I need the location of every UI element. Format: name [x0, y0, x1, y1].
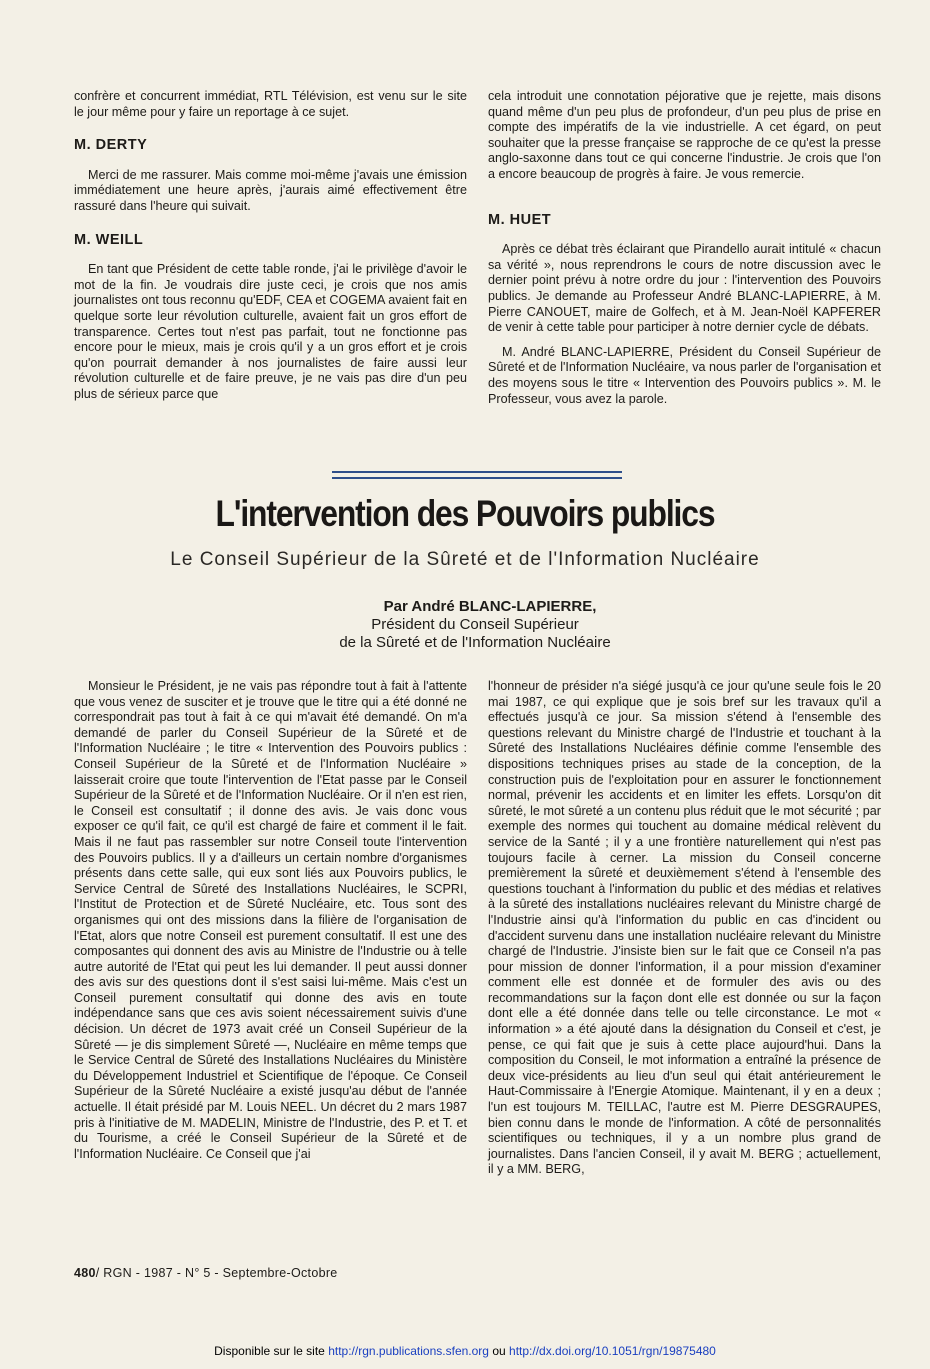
article-title: L'intervention des Pouvoirs publics: [215, 493, 715, 534]
availability-notice: [0, 1344, 930, 1358]
paragraph: En tant que Président de cette table ronde, j'ai le privilège d'avoir le mot de la fin. Je voudrais dire juste ceci, je crois que nos amis journalistes ont tous reconnu qu'EDF, CEA et COGEMA avaient fait en quelque sorte leur révolution culturelle, avaient fait un gros effort de transparence. Certes tout n'est pas parfait, tout ne fonctionne pas encore pour le mieux, mais je crois qu'il y a un gros effort et je crois qu'on pourrait demander à nos journalistes de faire aussi leur révolution culturelle et de faire preuve, je ne vais pas dire d'un peu plus de sérieux parce que: [74, 262, 467, 401]
article-subtitle: Le Conseil Supérieur de la Sûreté et de l'Information Nucléaire: [170, 549, 760, 570]
journal-info: / RGN - 1987 - N° 5 - Septembre-Octobre: [95, 1266, 338, 1280]
byline-role: de la Sûreté et de l'Information Nucléaire: [339, 634, 611, 651]
title-rule: [332, 477, 622, 479]
byline-role: Président du Conseil Supérieur: [371, 616, 579, 633]
availability-text: Disponible sur le site: [214, 1344, 325, 1358]
title-rule: [332, 471, 622, 473]
site-link[interactable]: http://rgn.publications.sfen.org: [328, 1344, 489, 1358]
availability-text: ou: [492, 1344, 506, 1358]
article-left-column: [74, 679, 467, 1171]
page-number: 480: [74, 1266, 96, 1280]
speaker-heading: M. HUET: [488, 211, 552, 228]
paragraph: l'honneur de présider n'a siégé jusqu'à ce jour qu'une seule fois le 20 mai 1987, ce qui explique que je sois bref sur les travaux qu'il a effectués jusqu'à ce jour. Sa mission s'étend à l'ensemble des questions relevant du Ministre chargé de l'Industrie et touchant à la Sûreté des Installations Nucléaires définie comme l'ensemble des dispositions techniques prises au stade de la conception, de la construction puis de l'exploitation pour en assurer le fonctionnement normal, prévenir les accidents et en limiter les effets. Lorsqu'on dit sûreté, le mot sûreté a un contenu plus réduit que le mot sécurité ; par exemple des normes qui touchent au domaine médical relèvent du service de la Santé ; il y a une frontière naturellement qui n'est pas toujours facile à cerner. La mission du Conseil concerne premièrement la sûreté et deuxièmement s'étend à l'ensemble des questions touchant à l'information du public et des médias et relatives à la sûreté des installations nucléaires relevant du Ministre chargé de l'Industrie ainsi qu'à l'information du public en cas d'incident ou d'accident survenu dans une installation nucléaire relevant du Ministre chargé de l'Industrie. J'insiste bien sur le fait que ce Conseil n'a pas pour mission de donner l'information, il a pour mission d'examiner comment elle est donnée et de formuler des avis ou des recommandations sur la façon dont elle est donnée ou sur la façon dont elle a été donnée dans telle ou telle circonstance. Le mot « information » a été ajouté dans la désignation du Conseil et c'est, je pense, ce qui fait que je suis à cette place aujourd'hui. Dans la composition du Conseil, le mot information a entraîné la présence de deux vice-présidents au lieu d'un seul qui était antérieurement le Haut-Commissaire à l'Energie Atomique. Maintenant, il y en a deux ; l'un est toujours M. TEILLAC, l'autre est M. Pierre DESGRAUPES, bien connu dans le monde de l'information. A côté de personnalités scientifiques ou techniques, il y a un nombre plus grand de journalistes. Dans l'ancien Conseil, il y avait M. BERG ; actuellement, il y a MM. BERG,: [488, 679, 881, 1177]
page-footer: [74, 1266, 338, 1280]
speaker-heading: M. DERTY: [74, 137, 148, 154]
paragraph: Merci de me rassurer. Mais comme moi-même j'avais une émission immédiatement une heure après, j'aurais aimé effectivement être rassuré dans l'heure qui suivait.: [74, 167, 467, 213]
paragraph: confrère et concurrent immédiat, RTL Télévision, est venu sur le site le jour même pour y faire un reportage à ce sujet.: [74, 89, 467, 119]
top-left-column: [74, 89, 467, 412]
speaker-heading: M. WEILL: [74, 231, 144, 248]
paragraph: Après ce débat très éclairant que Pirandello aurait intitulé « chacun sa vérité », nous reprendrons le cours de notre discussion avec le dernier point prévu à notre ordre du jour : l'intervention des Pouvoirs publics. Je demande au Professeur André BLANC-LAPIERRE, à M. Pierre CANOUET, maire de Golfech, et à M. Jean-Noël KAPFERER de venir à cette table pour participer à notre dernier cycle de débats.: [488, 242, 881, 335]
paragraph: Monsieur le Président, je ne vais pas répondre tout à fait à l'attente que vous venez de susciter et je trouve que le titre qui a été donné ne correspondrait pas tout à fait à ce qui m'avait été demandé. On m'a demandé de parler du Conseil Supérieur de la Sûreté et de l'Information Nucléaire ; le titre « Intervention des Pouvoirs publics : Conseil Supérieur de la Sûreté et de l'Information Nucléaire » laisserait croire que toute l'intervention de l'Etat passe par le Conseil Supérieur de la Sûreté et de l'Information Nucléaire. Or il n'en est rien, le Conseil est consultatif ; il donne des avis. Je vais donc vous exposer ce qu'il fait, ce qu'il est chargé de faire et comment il le fait. Mais il ne faut pas rassembler sur notre Conseil toute l'intervention des Pouvoirs publics. Il y a d'ailleurs un certain nombre d'organismes présents dans cette salle, qui eux sont liés aux Pouvoirs publics, le Service Central de Sûreté des Installations Nucléaires, le SCPRI, l'Institut de Protection et de Sûreté Nucléaire, etc. Tous sont des organismes qui ont des missions dans la filière de l'organisation de l'Etat, alors que notre Conseil est purement consultatif. Il est une des composantes qui donnent des avis au Ministre de l'Industrie ou à telle autre autorité de l'Etat qui peut les lui demander. Il peut aussi donner des avis sur des questions dont il s'est saisi lui-même. Mais c'est un Conseil purement consultatif qui donne des avis en toute indépendance sans que ces avis soient nécessairement suivis d'une décision. Un décret de 1973 avait créé un Conseil Supérieur de la Sûreté — je dis simplement Sûreté —, Nucléaire en même temps que le Service Central de Sûreté des Installations Nucléaires du Ministère du Développement Industriel et Scientifique de l'époque. Ce Conseil Supérieur de la Sûreté Nucléaire a existé jusqu'au début de l'année actuelle. Il était présidé par M. Louis NEEL. Un décret du 2 mars 1987 pris à l'initiative de M. MADELIN, Ministre de l'Industrie, des P. et T. et du Tourisme, a créé le Conseil Supérieur de la Sûreté et de l'Information Nucléaire. Ce Conseil que j'ai: [74, 679, 467, 1161]
byline: [300, 598, 650, 652]
top-right-column: [488, 89, 881, 416]
paragraph: M. André BLANC-LAPIERRE, Président du Conseil Supérieur de Sûreté et de l'Information Nucléaire, va nous parler de l'organisation et des moyens sous le titre « Intervention des Pouvoirs publics ». M. le Professeur, vous avez la parole.: [488, 344, 881, 406]
byline-author: Par André BLANC-LAPIERRE,: [383, 598, 597, 615]
paragraph: cela introduit une connotation péjorative que je rejette, mais disons quand même d'un peu plus de profondeur, d'un peu plus de prise en compte des impératifs de la vie industrielle. A cet égard, on peut souhaiter que la presse française se rapproche de ce qu'est la presse anglo-saxonne dans tout ce qui concerne l'industrie. Je crois que l'on a encore beaucoup de progrès à faire. Je vous remercie.: [488, 89, 881, 181]
article-right-column: [488, 679, 881, 1187]
doi-link[interactable]: http://dx.doi.org/10.1051/rgn/19875480: [509, 1344, 716, 1358]
